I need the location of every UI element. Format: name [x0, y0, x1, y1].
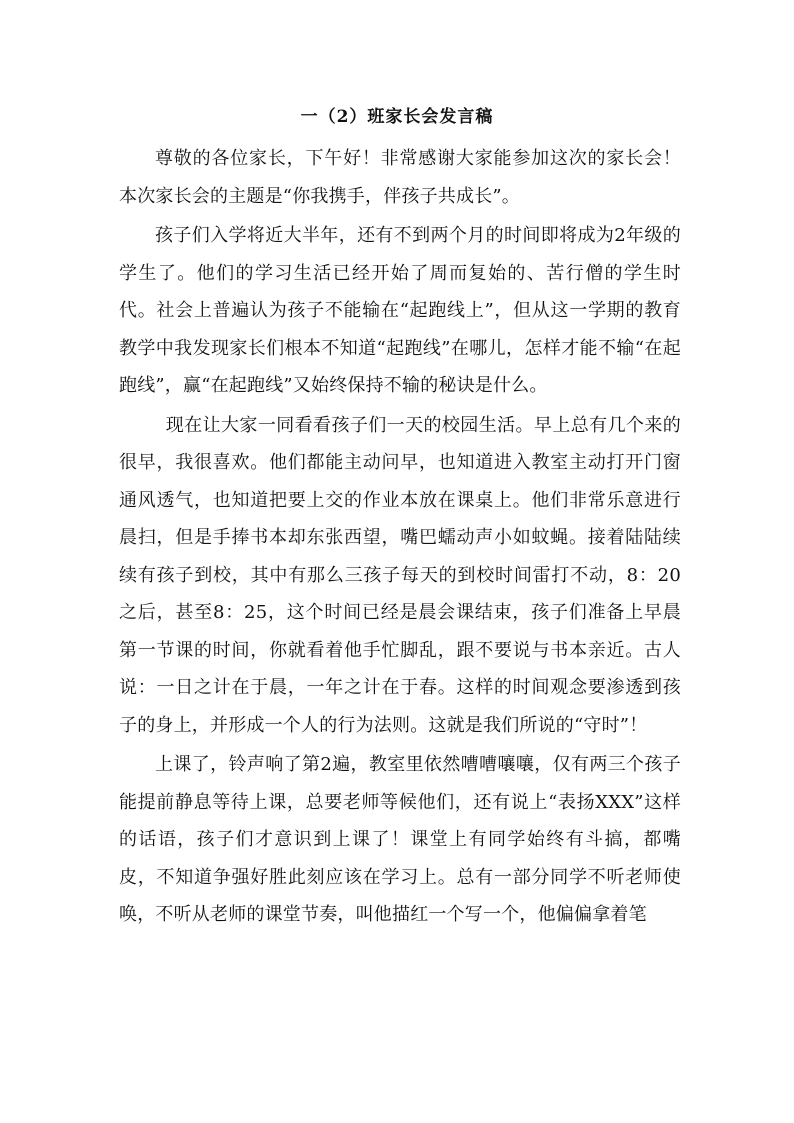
document-body [119, 140, 681, 936]
paragraph-intro: 孩子们入学将近大半年，还有不到两个月的时间即将成为2年级的学生了。他们的学习生活已经开始了周而复始的、苦行僧的学生时代。社会上普遍认为孩子不能输在“起跑线上”，但从这一学期的教育教学中我发现家长们根本不知道“起跑线”在哪儿，怎样才能不输“在起跑线”，赢“在起跑线”又始终保持不输的秘诀是什么。 [119, 225, 681, 396]
paragraph-greeting: 尊敬的各位家长，下午好！非常感谢大家能参加这次的家长会！本次家长会的主题是“你我携手，伴孩子共成长”。 [119, 148, 681, 207]
document-title: 一（2）班家长会发言稿 [300, 107, 494, 127]
paragraph-school-day: 现在让大家一同看看孩子们一天的校园生活。早上总有几个来的很早，我很喜欢。他们都能主动问早，也知道进入教室主动打开门窗通风透气，也知道把要上交的作业本放在课桌上。他们非常乐意进行晨扫，但是手捧书本却东张西望，嘴巴蠕动声小如蚊蝇。接着陆陆续续有孩子到校，其中有那么三孩子每天的到校时间雷打不动，8：20之后，甚至8：25，这个时间已经是晨会课结束，孩子们准备上早晨第一节课的时间，你就看着他手忙脚乱，跟不要说与书本亲近。古人说：一日之计在于晨，一年之计在于春。这样的时间观念要渗透到孩子的身上，并形成一个人的行为法则。这就是我们所说的“守时”！ [119, 414, 681, 736]
paragraph-class-time: 上课了，铃声响了第2遍，教室里依然嘈嘈嚷嚷，仅有两三个孩子能提前静息等待上课，总要老师等候他们，还有说上“表扬XXX”这样的话语，孩子们才意识到上课了！课堂上有同学始终有斗搞，都嘴皮，不知道争强好胜此刻应该在学习上。总有一部分同学不听老师使唤，不听从老师的课堂节奏，叫他描红一个写一个，他偏偏拿着笔 [119, 754, 681, 925]
